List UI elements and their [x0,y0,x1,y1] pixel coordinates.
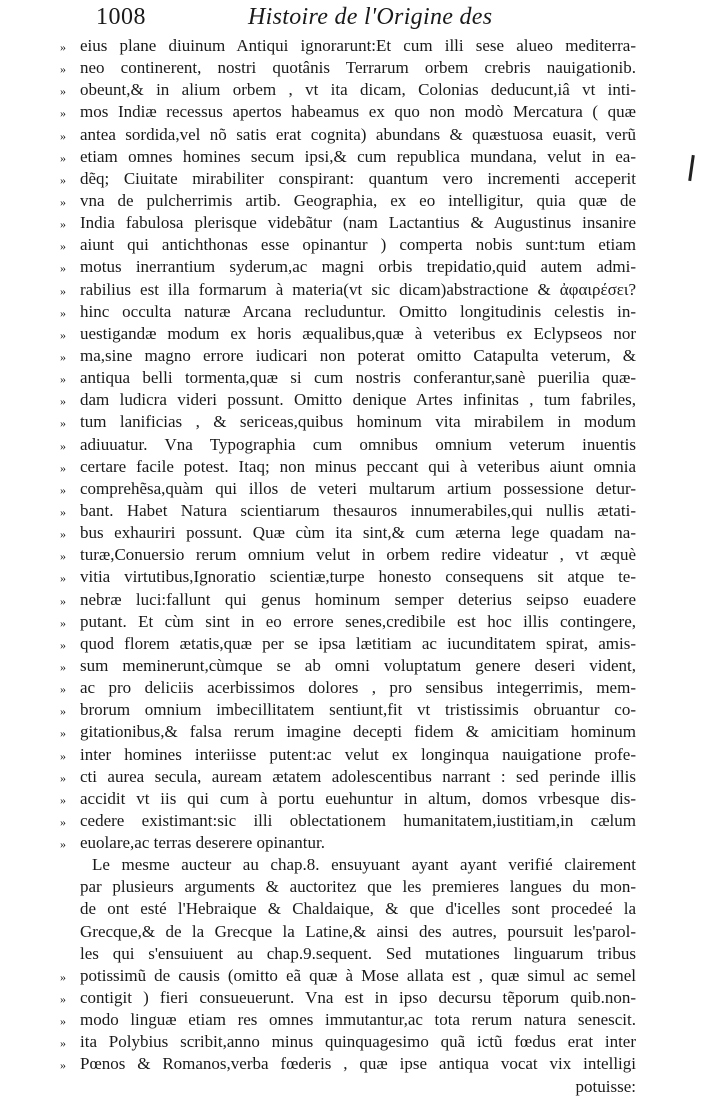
page-number: 1008 [96,4,146,30]
text-line [60,57,636,79]
text-line [60,965,636,987]
quotation-mark: » [60,593,66,608]
line-text: antea sordida,vel nõ satis erat cognita) abundans & quæstuosa euasit, verũ [80,124,636,144]
line-text: dẽq; Ciuitate mirabiliter conspirant: quantum vero incrementi acceperit [80,168,636,188]
text-line [60,456,636,478]
line-text: certare facile potest. Itaq; non minus peccant qui à veteribus aiunt omnia [80,456,636,476]
quotation-mark: » [60,460,66,475]
line-text: Pœnos & Romanos,verba fœderis , quæ ipse antiqua vocat vix intelligi [80,1054,636,1074]
quotation-mark: » [60,261,66,276]
body-text [60,35,636,1098]
line-text: bant. Habet Natura scientiarum thesauros innumerabiles,qui nullis ætati- [80,500,636,520]
line-text: contigit ) fieri consueuerunt. Vna est in ipso decursu tẽporum quib.non- [80,988,636,1008]
text-line [60,101,636,123]
line-text: mos Indiæ recessus apertos habeamus ex quo non modò Mercatura ( quæ [80,102,636,122]
line-text: ac pro deliciis acerbissimos dolores , pro sensibus integerrimis, mem- [80,678,636,698]
quotation-mark: » [60,482,66,497]
text-line [80,854,636,876]
text-line [60,522,636,544]
quotation-mark: » [60,438,66,453]
line-text: bus exhauriri possunt. Quæ cùm ita sint,& cum æterna lege quadam na- [80,523,636,543]
quotation-mark: » [60,327,66,342]
quotation-mark: » [60,394,66,409]
line-text: de ont esté l'Hebraique & Chaldaique, & que d'icelles sont procedeé la [80,899,636,919]
line-text: inter homines interiisse putent:ac velut ex longinqua nauigatione profe- [80,744,636,764]
quotation-mark: » [60,305,66,320]
line-text: les qui s'ensuiuent au chap.9.sequent. Sed mutationes linguarum tribus [80,943,636,963]
text-line [80,876,636,898]
quotation-mark: » [60,504,66,519]
quotation-mark: » [60,615,66,630]
text-line [60,566,636,588]
line-text: brorum omnium imbecillitatem sentiunt,fit vt tristissimis obruantur co- [80,700,636,720]
quotation-mark: » [60,128,66,143]
line-text: antiqua belli tormenta,quæ si cum nostris conferantur,sanè puerilia quæ- [80,368,636,388]
text-line [60,168,636,190]
quotation-mark: » [60,84,66,99]
line-text: comprehẽsa,quàm qui illos de veteri multarum artium possessione detur- [80,478,636,498]
quotation-mark: » [60,217,66,232]
text-line [60,190,636,212]
text-line [80,921,636,943]
line-text: ita Polybius scribit,anno minus quinquagesimo quã ictũ fœdus erat inter [80,1032,636,1052]
line-text: gitationibus,& falsa rerum imagine decepti fidem & amicitiam hominum [80,722,636,742]
quotation-mark: » [60,106,66,121]
line-text: cedere existimant:sic illi oblectationem humanitatem,iustitiam,in cælum [80,810,636,830]
quotation-mark: » [60,172,66,187]
quotation-mark: » [60,549,66,564]
text-line [60,589,636,611]
line-text: dam ludicra videri possunt. Omitto denique Artes infinitas , tum fabriles, [80,390,636,410]
quotation-mark: » [60,62,66,77]
text-line [60,434,636,456]
line-text: vna de pulcherrimis artib. Geographia, ex eo intelligitur, quia quæ de [80,190,636,210]
text-line [60,212,636,234]
text-line [60,611,636,633]
text-line [60,744,636,766]
text-line [60,766,636,788]
quotation-mark: » [60,704,66,719]
line-text: nebræ luci:fallunt qui genus hominum semper deterius seipso euadere [80,589,636,609]
text-line [60,633,636,655]
text-line [60,987,636,1009]
quotation-mark: » [60,726,66,741]
line-text: etiam omnes homines secum ipsi,& cum republica mundana, velut in ea- [80,146,636,166]
quotation-mark: » [60,283,66,298]
quotation-mark: » [60,792,66,807]
line-text: aiunt qui antichthonas esse opinantur ) comperta nobis sunt:tum etiam [80,235,636,255]
text-line [60,655,636,677]
quotation-mark: » [60,682,66,697]
line-text: par plusieurs arguments & auctoritez que les premieres langues du mon- [80,877,636,897]
line-text: potuisse: [575,1076,636,1096]
text-line [60,788,636,810]
line-text: hinc occulta naturæ Arcana recluduntur. Omitto longitudinis celestis in- [80,301,636,321]
text-line [60,810,636,832]
text-line [60,79,636,101]
line-text: potissimũ de causis (omitto eã quæ à Mose allata est , quæ simul ac semel [80,965,636,985]
quotation-mark: » [60,1036,66,1051]
line-text: sum meminerunt,cùmque se ab omni voluptatum genere deseri vident, [80,655,636,675]
line-text: neo continerent, nostri quotânis Terrarum orbem crebris nauigationib. [80,58,636,78]
quotation-mark: » [60,40,66,54]
quotation-mark: » [60,150,66,165]
quotation-mark: » [60,416,66,431]
text-line [80,943,636,965]
quotation-mark: » [60,814,66,829]
text-line [60,234,636,256]
line-text: tum lanificias , & sericeas,quibus hominum vita mirabilem in modum [80,412,636,432]
text-line [60,146,636,168]
quotation-mark: » [60,372,66,387]
page-header [96,4,636,38]
line-text: turæ,Conuersio rerum omnium velut in orbem redire videatur , vt æquè [80,545,636,565]
quotation-mark: » [60,748,66,763]
quotation-mark: » [60,969,66,984]
line-text: obeunt,& in alium orbem , vt ita dicam, Colonias deducunt,iâ vt inti- [80,80,636,100]
text-line [60,544,636,566]
line-text: accidit vt iis qui cum à portu euehuntur in altum, domos vrbesque dis- [80,788,636,808]
quotation-mark: » [60,527,66,542]
quotation-mark: » [60,837,66,852]
line-text: ma,sine magno errore iudicari non poterat omitto Catapulta veterum, & [80,345,636,365]
text-line [60,279,636,301]
text-line [60,1053,636,1075]
quotation-mark: » [60,637,66,652]
quotation-mark: » [60,571,66,586]
line-text: vitia virtutibus,Ignoratio scientiæ,turpe honesto consequens sit atque te- [80,567,636,587]
quotation-mark: » [60,1058,66,1073]
text-line [60,301,636,323]
line-text: putant. Et cùm sint in eo errore senes,credibile est hoc illis contingere, [80,611,636,631]
quotation-mark: » [60,770,66,785]
text-line [60,35,636,57]
text-line [60,256,636,278]
text-line [60,124,636,146]
running-title: Histoire de l'Origine des [248,4,493,30]
text-line [60,1009,636,1031]
line-text: uestigandæ modum ex horis æqualibus,quæ à veteribus ex Eclypseos nor [80,323,636,343]
text-line [60,411,636,433]
line-text: Le mesme aucteur au chap.8. ensuyuant ayant ayant verifié clairement [92,855,636,875]
text-line [80,1076,636,1098]
line-text: eius plane diuinum Antiqui ignorarunt:Et cum illi sese alueo mediterra- [80,36,636,55]
text-line [60,478,636,500]
text-line [80,898,636,920]
line-text: modo linguæ etiam res omnes immutantur,ac tota rerum natura senescit. [80,1010,636,1030]
text-line [60,389,636,411]
quotation-mark: » [60,349,66,364]
line-text: India fabulosa plerisque videbãtur (nam Lactantius & Augustinus insanire [80,213,636,233]
text-line [60,832,636,854]
line-text: rabilius est illa formarum à materia(vt sic dicam)abstractione & ἀφαιρέσει? [80,279,636,299]
quotation-mark: » [60,194,66,209]
line-text: Grecque,& de la Grecque la Latine,& ainsi des autres, poursuit les'parol- [80,921,636,941]
text-line [60,721,636,743]
text-line [60,500,636,522]
line-text: adiuuatur. Vna Typographia cum omnibus omnium veterum inuentis [80,434,636,454]
quotation-mark: » [60,1014,66,1029]
text-line [60,367,636,389]
text-line [60,345,636,367]
text-line [60,677,636,699]
text-line [60,323,636,345]
line-text: motus inerrantium syderum,ac magni orbis trepidatio,quid autem admi- [80,257,636,277]
ink-mark [688,155,695,181]
quotation-mark: » [60,992,66,1007]
quotation-mark: » [60,239,66,254]
quotation-mark: » [60,659,66,674]
line-text: euolare,ac terras deserere opinantur. [80,833,325,853]
line-text: cti aurea secula, auream ætatem adolescentibus narrant : sed perinde illis [80,766,636,786]
text-line [60,699,636,721]
line-text: quod florem ætatis,quæ per se ipsa lætitiam ac iucunditatem spirat, amis- [80,633,636,653]
text-line [60,1031,636,1053]
